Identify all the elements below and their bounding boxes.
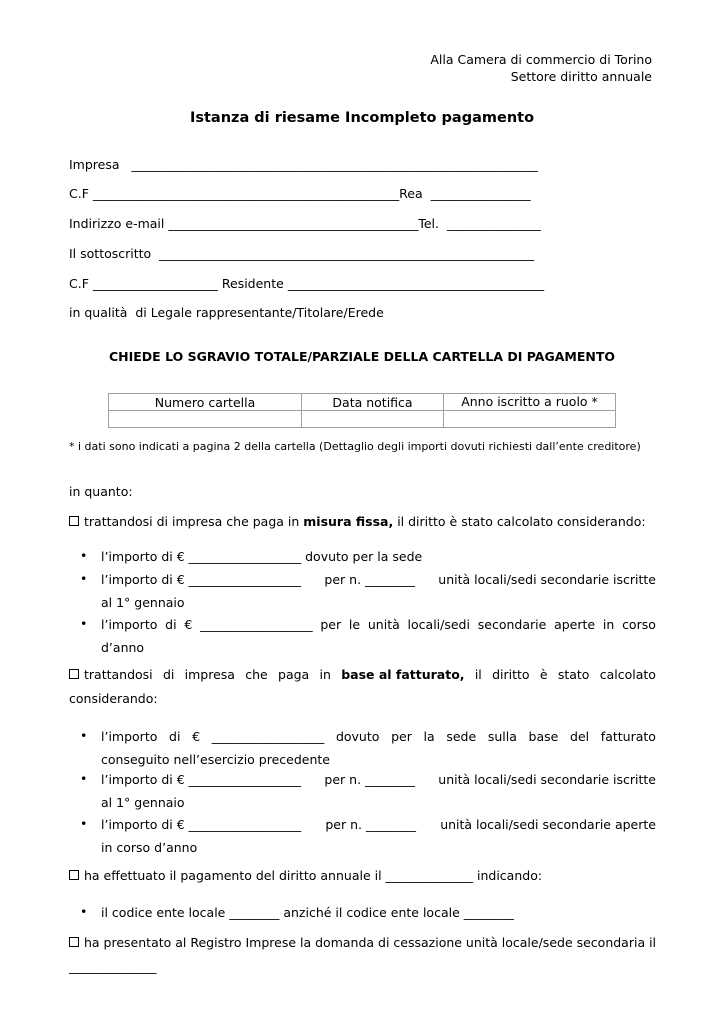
- fissa-item-1: [101, 546, 656, 569]
- word: secondarie: [477, 617, 547, 632]
- fissa-item-2-part: per n. ________: [324, 572, 416, 587]
- cessazione-checkbox[interactable]: [69, 937, 79, 947]
- fatturato-item-1-line1: [101, 726, 656, 749]
- impresa-label: Impresa: [69, 157, 120, 172]
- misura-fissa-bold: misura fissa,: [303, 514, 394, 529]
- word: in: [319, 667, 331, 682]
- recipient-address: [430, 51, 652, 85]
- residente-field[interactable]: _________________________________________: [287, 276, 545, 291]
- word: diritto: [492, 667, 530, 682]
- cf-residente-row: [69, 275, 544, 292]
- word: fatturato: [600, 729, 656, 744]
- document-title: Istanza di riesame Incompleto pagamento: [189, 110, 535, 126]
- impresa-field[interactable]: _________________________________________________________________: [131, 157, 538, 172]
- rea-field[interactable]: ________________: [430, 186, 531, 201]
- word: che: [245, 667, 268, 682]
- fatturato-item-2: [101, 769, 656, 814]
- word: unità locali/sedi secondarie aperte: [440, 817, 656, 832]
- word: €: [184, 617, 193, 632]
- email-tel-row: [69, 215, 541, 232]
- cartella-table: [108, 393, 616, 428]
- fatturato-word-1: [69, 667, 153, 682]
- word: di: [162, 667, 175, 682]
- cessazione-text: ha presentato al Registro Imprese la domanda di cessazione unità locale/sede secondaria il: [84, 935, 657, 950]
- fissa-item-1-text: l’importo di € __________________ dovuto per la sede: [101, 549, 423, 564]
- fatturato-item-2-line1: [101, 769, 656, 792]
- word: l’importo di € __________________: [101, 817, 302, 832]
- word: per: [320, 617, 342, 632]
- fatturato-checkbox[interactable]: [69, 669, 79, 679]
- fissa-item-2-part: unità locali/sedi secondarie iscritte: [438, 572, 656, 587]
- fatturato-item-3: [101, 814, 656, 859]
- fatturato-item-1-line2: conseguito nell’esercizio precedente: [101, 751, 330, 767]
- email-label: Indirizzo e-mail: [69, 216, 165, 231]
- table-header-row: [109, 394, 616, 411]
- word: __________________: [211, 729, 325, 744]
- in-quanto-text: in quanto:: [69, 484, 133, 499]
- fatturato-bold: base al fatturato,: [341, 667, 465, 682]
- word: l’importo: [101, 729, 158, 744]
- table-header-cell: Data notifica: [302, 394, 444, 411]
- word: l’importo: [101, 617, 158, 632]
- word: trattandosi: [84, 667, 153, 682]
- word: la: [423, 729, 435, 744]
- word: l’importo di € __________________: [101, 772, 302, 787]
- cf-field[interactable]: _________________________________________________: [92, 186, 400, 201]
- cessazione-date-field[interactable]: ______________: [69, 959, 157, 974]
- payment-checkbox[interactable]: [69, 870, 79, 880]
- fatturato-item-1: [101, 726, 656, 771]
- sottoscritto-field[interactable]: ____________________________________________________________: [159, 246, 535, 261]
- numero-cartella-cell[interactable]: [109, 411, 302, 428]
- misura-fissa-checkbox[interactable]: [69, 516, 79, 526]
- table-header-cell: Numero cartella: [109, 394, 302, 411]
- word: di: [165, 617, 177, 632]
- tel-label: Tel.: [418, 216, 439, 231]
- email-field[interactable]: ________________________________________: [168, 216, 419, 231]
- word: per n. ________: [324, 772, 416, 787]
- word: è: [539, 667, 548, 682]
- word: il: [474, 667, 482, 682]
- word: calcolato: [599, 667, 656, 682]
- word: del: [570, 729, 590, 744]
- fissa-item-3: [101, 614, 656, 659]
- word: locali/sedi: [407, 617, 470, 632]
- payment-text: ha effettuato il pagamento del diritto annuale il ______________ indicando:: [84, 868, 543, 883]
- cf-rea-row: [69, 185, 531, 202]
- fissa-item-2-line1: [101, 569, 656, 592]
- fissa-item-3-line2: d’anno: [101, 639, 145, 655]
- cf-label: C.F: [69, 186, 89, 201]
- word: di: [169, 729, 181, 744]
- recipient-line-2: Settore diritto annuale: [510, 69, 652, 84]
- word: paga: [278, 667, 310, 682]
- table-header-cell: Anno iscritto a ruolo *: [444, 394, 616, 411]
- word: in: [602, 617, 615, 632]
- fissa-item-2-line2: al 1° gennaio: [101, 594, 185, 610]
- anno-ruolo-cell[interactable]: [444, 411, 616, 428]
- word: aperte: [554, 617, 596, 632]
- sottoscritto-row: [69, 245, 534, 262]
- fatturato-line2: considerando:: [69, 691, 158, 706]
- cf2-label: C.F: [69, 276, 89, 291]
- word: impresa: [184, 667, 235, 682]
- word: per n. ________: [325, 817, 416, 832]
- word: stato: [557, 667, 590, 682]
- word: base: [528, 729, 559, 744]
- misura-fissa-option: [69, 513, 646, 530]
- qualita-line: in qualità di Legale rappresentante/Titolare/Erede: [69, 305, 384, 320]
- word: dovuto: [335, 729, 380, 744]
- word: sulla: [487, 729, 517, 744]
- recipient-line-1: Alla Camera di commercio di Torino: [430, 52, 652, 67]
- payment-bullet-text: il codice ente locale ________ anziché il codice ente locale ________: [101, 905, 514, 920]
- word: corso: [622, 617, 656, 632]
- impresa-row: [69, 156, 538, 173]
- table-footnote: * i dati sono indicati a pagina 2 della cartella (Dettaglio degli importi dovuti richiesti dall’ente creditore): [69, 440, 641, 453]
- fatturato-item-3-line1: [101, 814, 656, 837]
- word: per: [391, 729, 412, 744]
- data-notifica-cell[interactable]: [302, 411, 444, 428]
- fissa-item-2: [101, 569, 656, 614]
- tel-field[interactable]: _______________: [446, 216, 541, 231]
- cessazione-option: [69, 934, 656, 951]
- misura-fissa-suffix: il diritto è stato calcolato considerando:: [393, 514, 646, 529]
- word: unità: [367, 617, 400, 632]
- table-row: [109, 411, 616, 428]
- fissa-item-3-line1: [101, 614, 656, 637]
- misura-fissa-prefix: trattandosi di impresa che paga in: [84, 514, 304, 529]
- fatturato-item-3-line2: in corso d’anno: [101, 839, 198, 855]
- word: le: [348, 617, 361, 632]
- word: sede: [446, 729, 477, 744]
- payment-bullet: [101, 902, 656, 925]
- fatturato-item-2-line2: al 1° gennaio: [101, 794, 185, 810]
- residente-label: Residente: [221, 276, 284, 291]
- word: €: [192, 729, 201, 744]
- word: __________________: [200, 617, 313, 632]
- cf2-field[interactable]: ____________________: [92, 276, 218, 291]
- sottoscritto-label: Il sottoscritto: [69, 246, 152, 261]
- payment-option: [69, 867, 542, 884]
- request-heading: CHIEDE LO SGRAVIO TOTALE/PARZIALE DELLA CARTELLA DI PAGAMENTO: [108, 349, 615, 364]
- fatturato-option-line1: [69, 667, 656, 682]
- word: unità locali/sedi secondarie iscritte: [438, 772, 656, 787]
- rea-label: Rea: [399, 186, 423, 201]
- fissa-item-2-part: l’importo di € __________________: [101, 572, 302, 587]
